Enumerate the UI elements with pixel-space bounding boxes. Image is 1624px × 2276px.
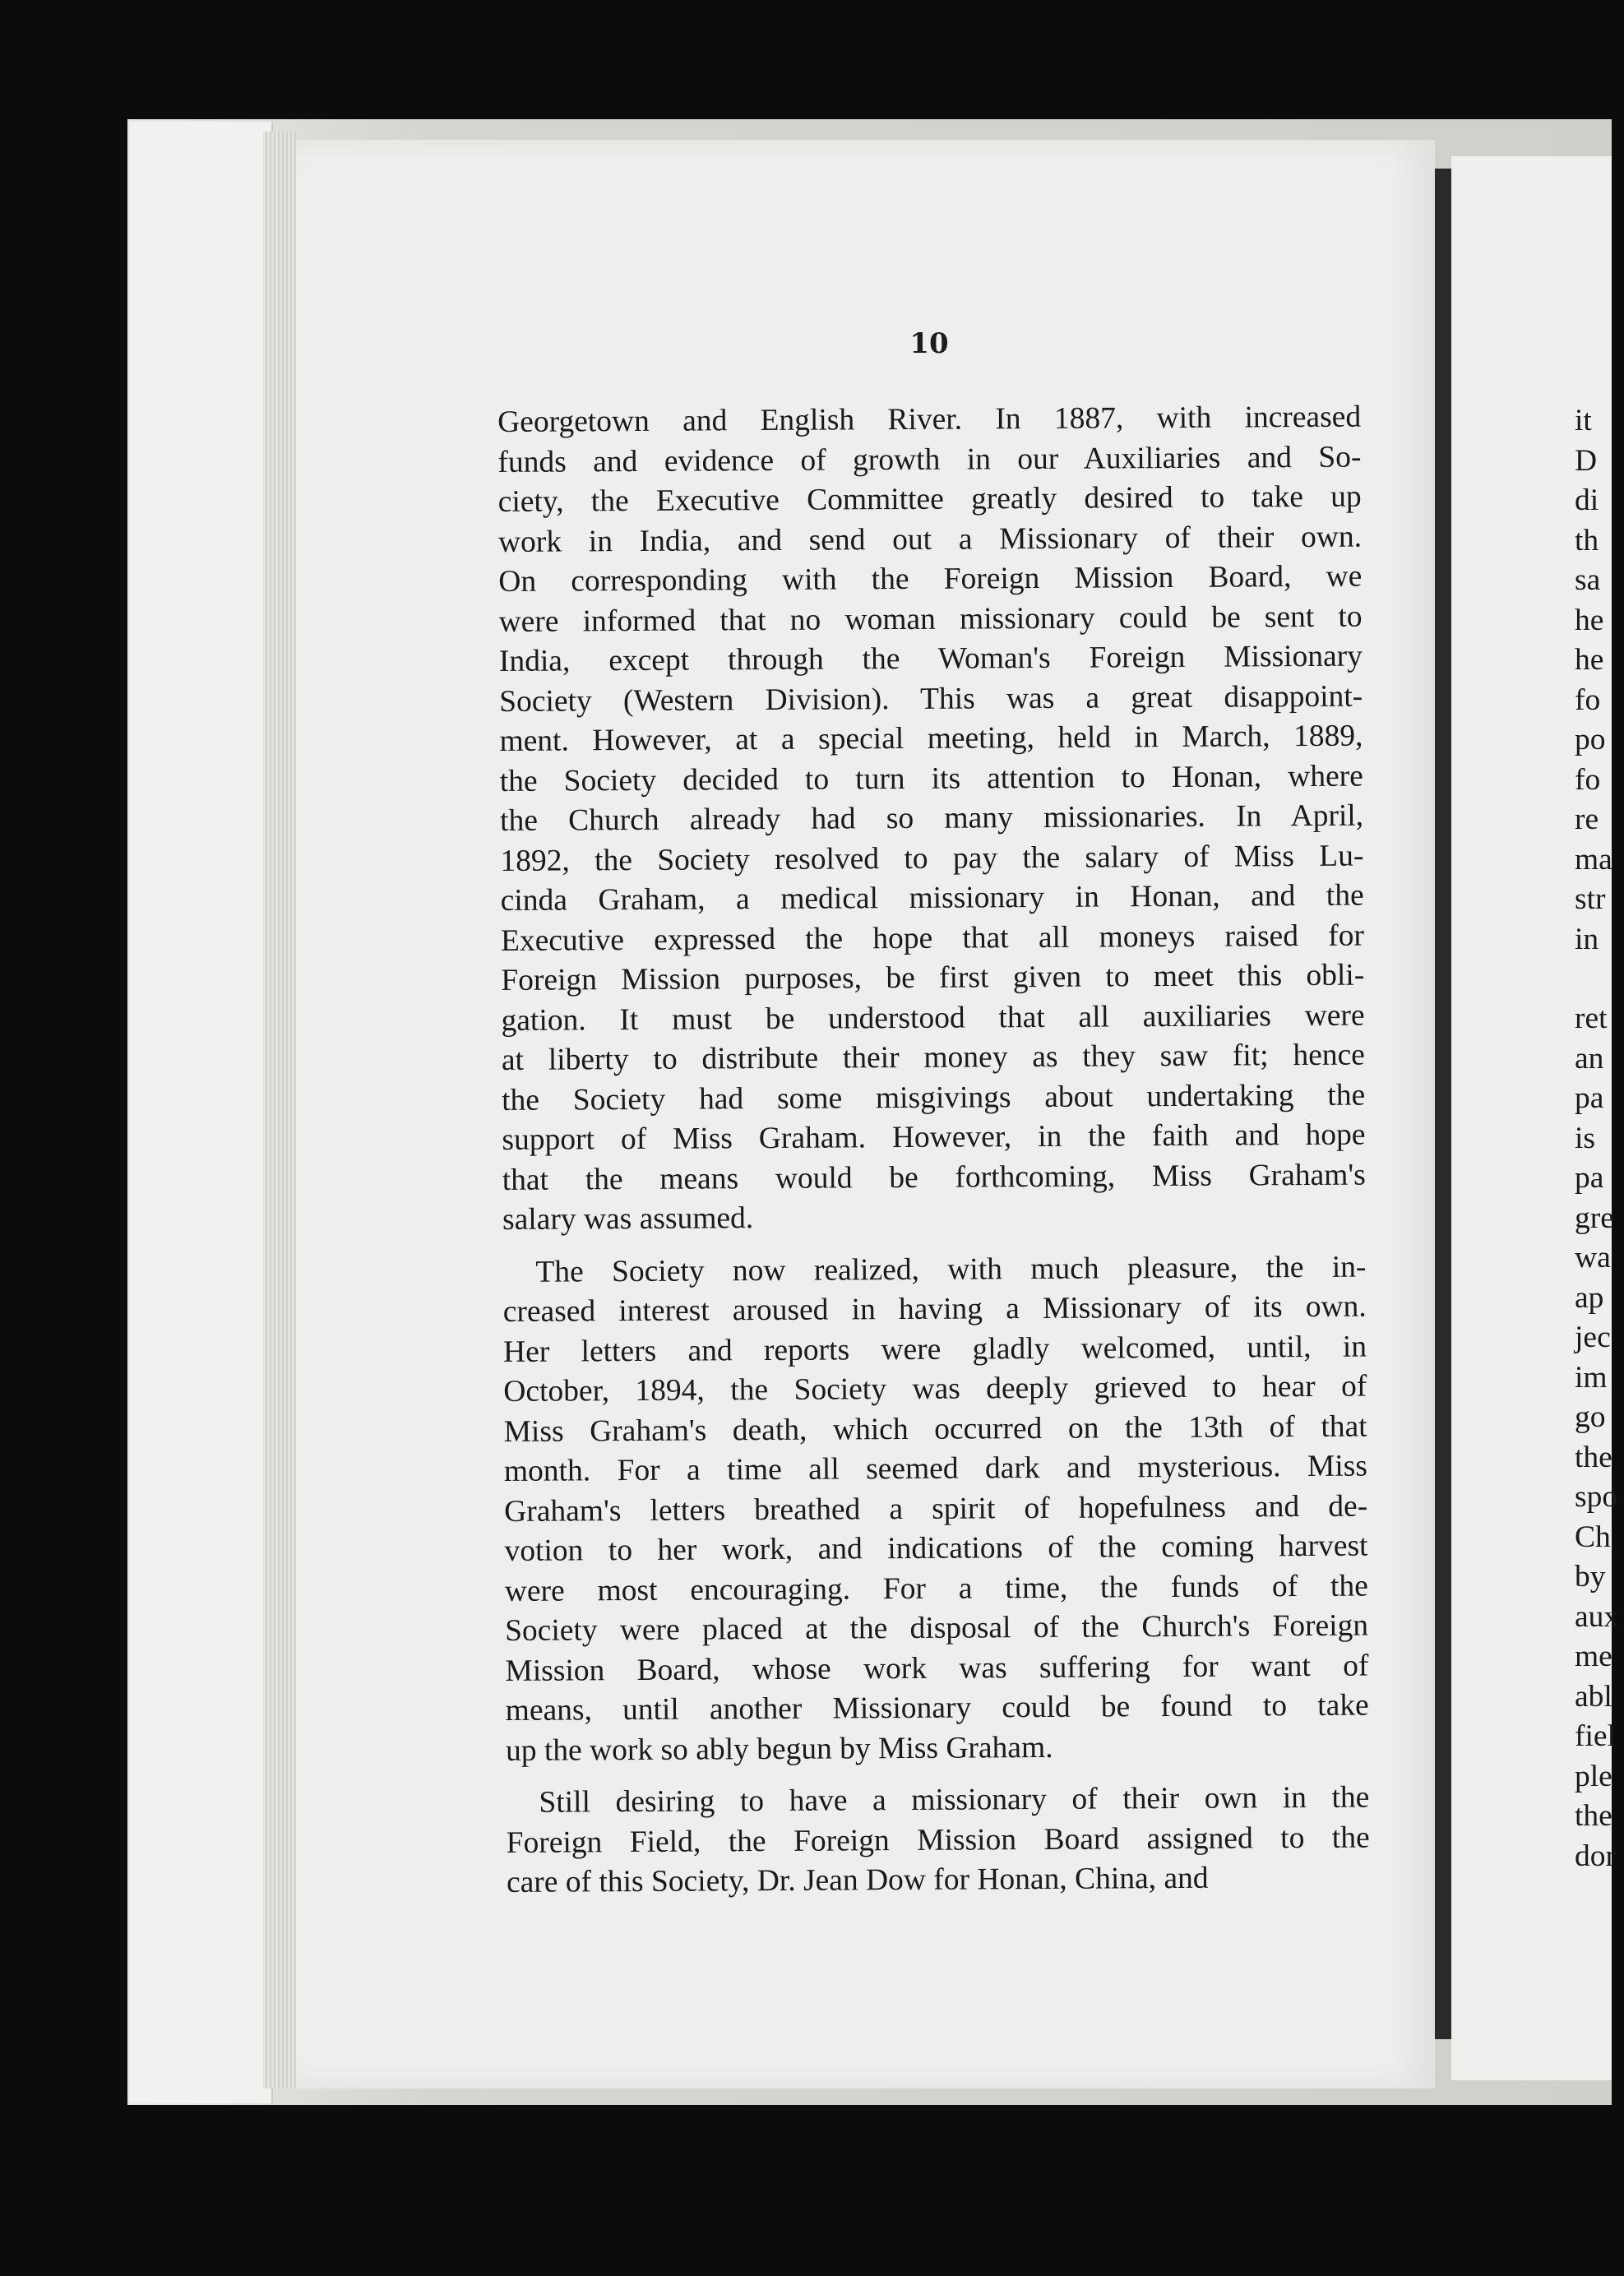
text-line: Society (Western Division). This was a great disappoint-	[499, 679, 1363, 719]
text-line: means, until another Missionary could be found to take	[505, 1688, 1369, 1728]
facing-page-fragment: re	[1575, 803, 1599, 836]
facing-page-fragment: pa	[1575, 1161, 1604, 1195]
facing-page-fragment: str	[1575, 882, 1606, 916]
facing-page-fragment: ret	[1575, 1002, 1608, 1035]
facing-page-fragment: the	[1575, 1440, 1612, 1474]
text-line: Society were placed at the disposal of the Church's Foreign	[504, 1608, 1369, 1648]
text-line: month. For a time all seemed dark and mysterious. Miss	[503, 1449, 1368, 1488]
text-line: support of Miss Graham. However, in the faith and hope	[502, 1117, 1366, 1157]
text-line: Georgetown and English River. In 1887, with increased	[497, 400, 1362, 439]
text-line: the Society had some misgivings about undertaking the	[502, 1078, 1366, 1117]
facing-page-fragment: ap	[1575, 1280, 1604, 1315]
facing-page-fragment: by	[1575, 1560, 1606, 1594]
text-line: at liberty to distribute their money as they saw fit; hence	[501, 1038, 1365, 1077]
text-line: cinda Graham, a medical missionary in Honan, and the	[500, 878, 1364, 918]
inside-front-board	[130, 122, 273, 2103]
facing-page-fragment: fo	[1575, 682, 1601, 717]
facing-page-fragment: aux	[1575, 1599, 1620, 1634]
text-line: were most encouraging. For a time, the funds of the	[504, 1569, 1368, 1608]
facing-page-fragment: ma	[1575, 842, 1612, 877]
facing-page-fragment: me	[1575, 1640, 1612, 1673]
text-line: funds and evidence of growth in our Auxiliaries and So-	[497, 440, 1362, 479]
text-line: Executive expressed the hope that all moneys raised for	[500, 918, 1365, 958]
text-line: Miss Graham's death, which occurred on the 13th of that	[503, 1409, 1367, 1449]
facing-page-fragment: D	[1575, 443, 1598, 478]
facing-page-fragment: ple	[1575, 1759, 1612, 1793]
text-line: creased interest aroused in having a Missionary of its own.	[502, 1289, 1367, 1329]
text-line: were informed that no woman missionary could be sent to	[498, 599, 1363, 639]
body-text	[497, 398, 1370, 1916]
text-line: Still desiring to have a missionary of their own in the	[539, 1780, 1370, 1820]
text-line: that the means would be forthcoming, Miss Graham's	[502, 1158, 1366, 1197]
facing-page-fragment: fo	[1575, 762, 1601, 797]
facing-page-fragment: the	[1575, 1799, 1612, 1833]
facing-page-fragment: di	[1575, 483, 1599, 517]
facing-page-fragment: abl	[1575, 1679, 1612, 1714]
facing-page-fragment: im	[1575, 1360, 1608, 1395]
facing-page-fragment: spo	[1575, 1480, 1618, 1514]
facing-page-fragment: sa	[1575, 563, 1601, 597]
text-line: votion to her work, and indications of the coming harvest	[504, 1529, 1368, 1568]
text-line: India, except through the Woman's Foreign Missionary	[498, 639, 1363, 678]
facing-page-fragment: it	[1575, 404, 1592, 437]
text-line: work in India, and send out a Missionary of their own.	[497, 520, 1363, 559]
facing-page-fragment: th	[1575, 523, 1599, 557]
text-line: the Society decided to turn its attention to Honan, where	[499, 759, 1363, 798]
text-line: Graham's letters breathed a spirit of hopefulness and de-	[504, 1489, 1368, 1529]
text-line: The Society now realized, with much pleasure, the in-	[535, 1250, 1367, 1289]
book-gutter	[1435, 169, 1451, 2039]
paragraph-1	[497, 398, 1366, 1241]
facing-page-fragment: fiel	[1575, 1719, 1616, 1753]
facing-page-fragment: in	[1575, 922, 1599, 956]
facing-page-fragment: jec	[1575, 1321, 1611, 1354]
facing-page-fragment: Ch	[1575, 1520, 1611, 1554]
facing-page-fragment: an	[1575, 1041, 1604, 1076]
text-line: Mission Board, whose work was suffering for want of	[505, 1649, 1369, 1688]
text-line: Foreign Field, the Foreign Mission Board assigned to the	[506, 1820, 1370, 1860]
facing-page-fragment: he	[1575, 643, 1604, 677]
text-line: ciety, the Executive Committee greatly desired to take up	[497, 479, 1362, 519]
text-line: Foreign Mission purposes, be first given to meet this obli-	[501, 958, 1365, 997]
facing-page-fragment: dor	[1575, 1839, 1616, 1873]
text-line: ment. However, at a special meeting, held in March, 1889,	[499, 719, 1363, 758]
text-line: salary was assumed.	[502, 1201, 754, 1237]
page-edges	[263, 132, 296, 2089]
text-line: On corresponding with the Foreign Mission Board, we	[498, 559, 1363, 599]
text-line: Her letters and reports were gladly welcomed, until, in	[502, 1330, 1367, 1369]
facing-page-paragraph-break	[1575, 960, 1624, 999]
text-line: 1892, the Society resolved to pay the salary of Miss Lu-	[500, 839, 1364, 878]
facing-page-fragment: is	[1575, 1121, 1596, 1155]
facing-page-fragment: gre	[1575, 1200, 1614, 1235]
facing-page-group-1	[1575, 401, 1624, 960]
facing-page-fragment: he	[1575, 603, 1604, 637]
facing-page-fragment: go	[1575, 1400, 1606, 1434]
page-number: 10	[909, 327, 949, 360]
text-line: gation. It must be understood that all auxiliaries were	[501, 998, 1365, 1038]
text-line: October, 1894, the Society was deeply grieved to hear of	[503, 1369, 1367, 1409]
paragraph-2	[502, 1247, 1369, 1771]
paragraph-3	[506, 1779, 1370, 1904]
facing-page-fragment: pa	[1575, 1081, 1604, 1115]
text-line: up the work so ably begun by Miss Graham.	[505, 1730, 1053, 1768]
facing-page-fragment: po	[1575, 723, 1606, 756]
text-line: care of this Society, Dr. Jean Dow for Honan, China, and	[506, 1861, 1209, 1899]
text-line: the Church already had so many missionaries. In April,	[499, 798, 1364, 838]
facing-page-text	[1575, 401, 1624, 1876]
facing-page-fragment: wa	[1575, 1241, 1611, 1274]
facing-page-group-2	[1575, 999, 1624, 1876]
